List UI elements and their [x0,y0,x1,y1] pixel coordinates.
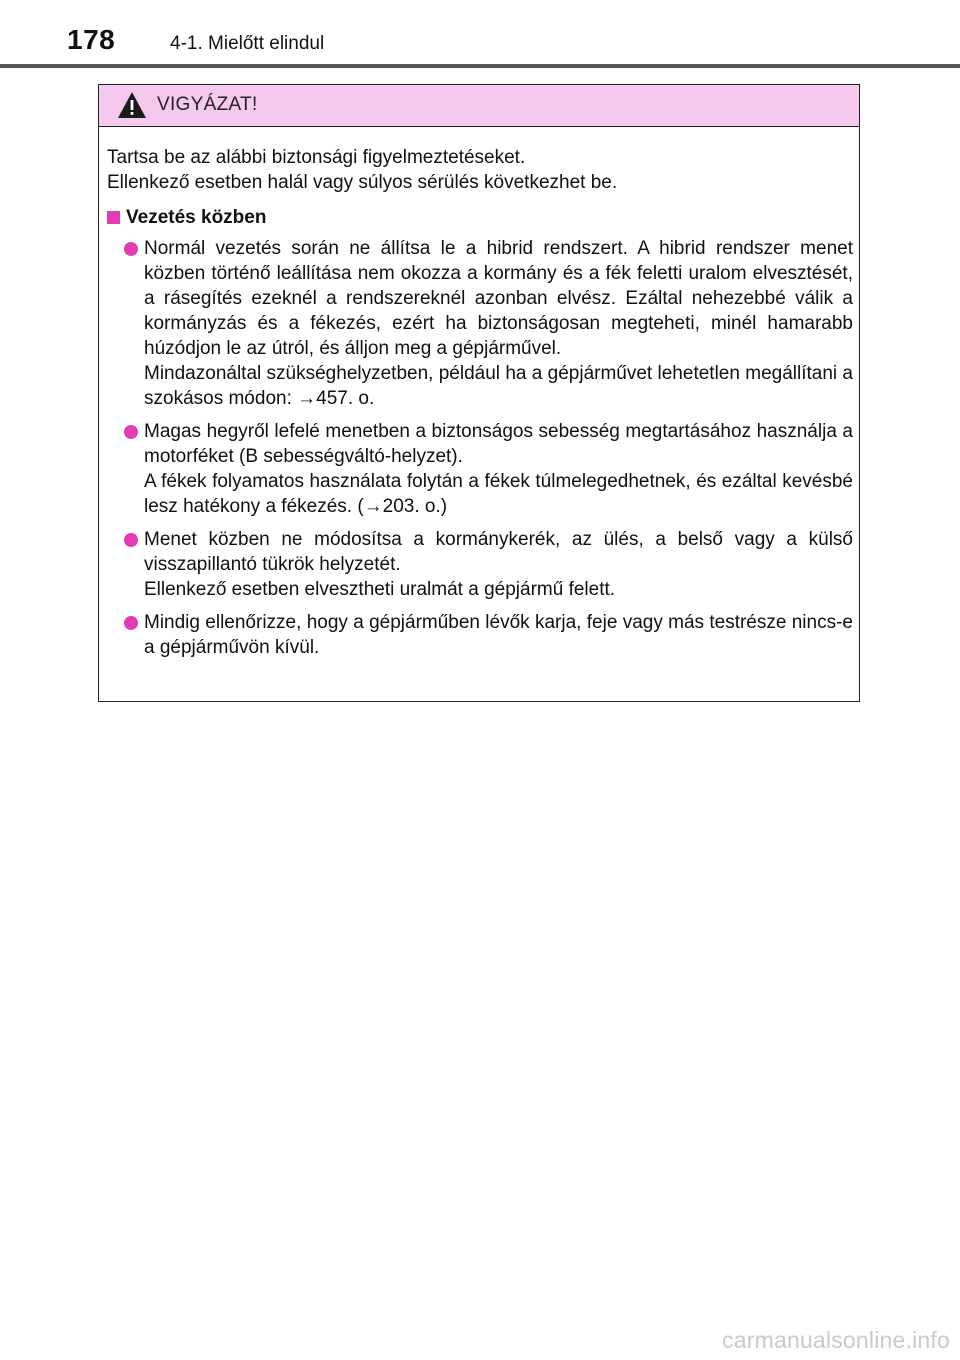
circle-bullet-icon [124,616,138,630]
bullet-paragraph: Normál vezetés során ne állítsa le a hibrid rendszert. A hibrid rendszer menet közben történő leállítása nem okozza a kormány és a fék feletti uralom elvesztését, a rásegítés ezeknél a rendszereknél azonban elvész. Ezáltal nehezebbé válik a kormányzás és a fékezés, ezért ha biztonságosan megteheti, minél hamarabb húzódjon le az útról, és álljon meg a gépjárművel. [144,238,853,359]
subsection-heading-text: Vezetés közben [126,207,267,228]
subsection-heading [107,205,853,230]
bullet-paragraph: Menet közben ne módosítsa a kormánykerék, az ülés, a belső vagy a külső visszapillantó tükrök helyzetét. [144,529,853,575]
caution-intro [107,145,853,195]
bullet-paragraph: Mindazonáltal szükséghelyzetben, például ha a gépjárművet lehetetlen megállítani a szokásos módon: →457. o. [144,363,853,409]
warning-triangle-icon [117,91,147,119]
bullet-paragraph: Magas hegyről lefelé menetben a biztonságos sebesség megtartásához használja a motorféket (B sebességváltó-helyzet). [144,421,853,467]
list-item [107,527,853,602]
bullet-paragraph: Ellenkező esetben elvesztheti uralmát a gépjármű felett. [144,579,616,600]
section-title: 4-1. Mielőtt elindul [170,33,325,54]
list-item [107,236,853,411]
page-header [0,0,960,68]
caution-box [98,84,860,702]
list-item [107,419,853,519]
circle-bullet-icon [124,533,138,547]
bullet-list [107,236,853,660]
caution-body [99,127,859,660]
square-bullet-icon [107,211,120,224]
intro-line: Tartsa be az alábbi biztonsági figyelmeztetéseket. [107,147,526,168]
caution-title: VIGYÁZAT! [157,94,258,115]
bullet-paragraph: Mindig ellenőrizze, hogy a gépjárműben lévők karja, feje vagy más testrésze nincs-e a gépjárművön kívül. [144,612,853,658]
header-divider [0,64,960,68]
watermark: carmanualsonline.info [722,1327,950,1353]
page-number: 178 [67,24,116,55]
list-item [107,610,853,660]
circle-bullet-icon [124,242,138,256]
caution-header [99,85,859,127]
subsection-driving [107,205,853,660]
intro-line: Ellenkező esetben halál vagy súlyos sérülés következhet be. [107,172,618,193]
bullet-paragraph: A fékek folyamatos használata folytán a fékek túlmelegedhetnek, és ezáltal kevésbé lesz hatékony a fékezés. (→203. o.) [144,471,853,517]
circle-bullet-icon [124,425,138,439]
